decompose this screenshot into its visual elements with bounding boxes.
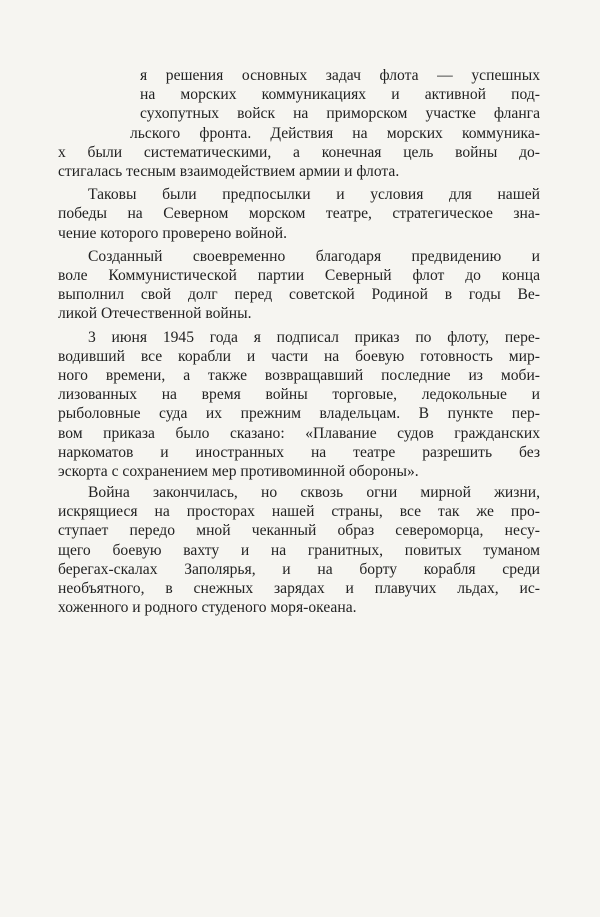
text-block-top: [58, 66, 540, 481]
text-line: ного времени, а также возвращавший последние из моби-: [58, 367, 540, 385]
paragraph-1: [58, 66, 540, 181]
paragraph-5: [58, 483, 540, 617]
text-line: выполнил свой долг перед советской Родиной в годы Ве-: [58, 286, 540, 304]
text-line: льского фронта. Действия на морских коммуника-: [130, 124, 540, 142]
text-line: ликой Отечественной войны.: [58, 305, 252, 323]
text-line: ступает передо мной чеканный образ североморца, несу-: [58, 522, 540, 540]
text-line: Созданный своевременно благодаря предвидению и: [88, 247, 540, 265]
text-line: необъятного, в снежных зарядах и плавучих льдах, ис-: [58, 580, 540, 598]
text-line: хоженного и родного студеного моря-океана.: [58, 599, 357, 617]
text-line: на морских коммуникациях и активной под-: [140, 86, 540, 104]
text-line: воле Коммунистической партии Северный флот до конца: [58, 267, 540, 285]
paragraph-4: [58, 328, 540, 482]
text-line: лизованных на время войны торговые, ледокольные и: [58, 386, 540, 404]
text-line: стигалась тесным взаимодействием армии и флота.: [58, 163, 400, 181]
text-line: щего боевую вахту и на гранитных, повитых туманом: [58, 541, 540, 559]
text-line: х были систематическими, а конечная цель войны до-: [58, 143, 540, 161]
text-line: водивший все корабли и части на боевую готовность мир-: [58, 347, 540, 365]
text-line: берегах-скалах Заполярья, и на борту корабля среди: [58, 560, 540, 578]
text-line: сухопутных войск на приморском участке фланга: [140, 105, 540, 123]
text-line: вом приказа было сказано: «Плавание судов гражданских: [58, 424, 540, 442]
text-line: рыболовные суда их прежним владельцам. В пункте пер-: [58, 405, 540, 423]
paragraph-3: [58, 247, 540, 324]
text-line: наркоматов и иностранных на театре разрешить без: [58, 443, 540, 461]
text-line: искрящиеся на просторах нашей страны, все так же про-: [58, 503, 540, 521]
text-line: эскорта с сохранением мер противоминной обороны».: [58, 463, 419, 481]
paragraph-2: [58, 185, 540, 243]
text-line: чение которого проверено войной.: [58, 224, 288, 242]
text-line: Таковы были предпосылки и условия для нашей: [88, 186, 540, 204]
text-line: 3 июня 1945 года я подписал приказ по флоту, пере-: [88, 328, 540, 346]
text-line: Война закончилась, но сквозь огни мирной жизни,: [88, 484, 540, 501]
text-block-bottom: [58, 483, 540, 617]
text-line: я решения основных задач флота — успешных: [140, 67, 540, 84]
text-line: победы на Северном морском театре, стратегическое зна-: [58, 205, 540, 223]
